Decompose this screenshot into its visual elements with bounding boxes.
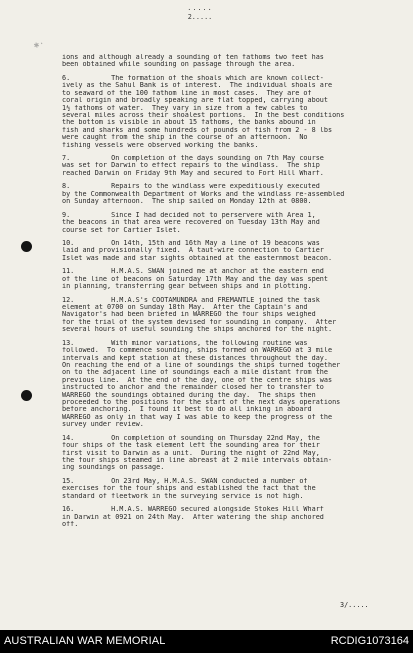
text-line: ions and although already a sounding of ten fathoms two feet has [62,54,324,61]
paragraph [62,435,398,472]
text-line: first visit to Darwin as a unit. During the night of 22nd May, [62,449,320,457]
text-line: in planning, transferring gear between ships and in plotting. [62,283,312,291]
text-line: fishing vessels were observed working the banks. [62,141,259,149]
text-line: 14. On completion of sounding on Thursday 22nd May, the [62,434,320,442]
text-line: the four ships steamed in line abreast at 2 mile intervals obtain- [62,456,333,464]
text-line: 6. The formation of the shoals which are known collect- [62,74,324,82]
paragraph [62,75,398,149]
paragraph [62,183,398,205]
text-line: On reaching the end of a line of soundings the ships turned together [62,361,341,369]
text-line: 15. On 23rd May, H.M.A.S. SWAN conducted a number of [62,477,308,485]
header-dots: ..... [187,4,213,12]
text-line: laid and provisionally fixed. A taut-wire connection to Cartier [62,247,324,255]
paragraph [62,297,398,334]
text-line: of the line of beacons on Saturday 17th May and the day was spent [62,275,328,283]
text-line: previous line. At the end of the day, one of the centre ships was [62,376,333,384]
text-line: 1½ fathoms of water. They vary in size from a few cables to [62,104,308,112]
text-line: by the Commonwealth Department of Works and the windlass re-assembled [62,190,345,198]
text-line: before anchoring. I found it best to do all inking in aboard [62,406,312,414]
text-line: ing soundings on passage. [62,464,165,472]
archive-name: AUSTRALIAN WAR MEMORIAL [4,635,166,647]
page-ref: 2..... [187,13,213,21]
paragraph [62,506,398,528]
text-line: were caught from the ship in the course of an afternoon. No [62,134,308,142]
text-line: coral origin and broadly speaking are flat topped, carrying about [62,97,328,105]
text-line: several miles across their shoalest portions. In the best conditions [62,111,345,119]
text-line: Navigator's had been briefed in WARREGO the four ships weighed [62,311,316,319]
page-header [170,4,230,22]
text-line: on to the adjacent line of soundings each a mile distant from the [62,369,328,377]
text-line: ively as the Sahul Bank is of interest. The individual shoals are [62,82,333,90]
text-line: to seaward of the 100 fathom line in most cases. They are of [62,89,312,97]
text-line: several hours of useful sounding the ships anchored for the night. [62,326,333,334]
document-body [62,54,398,534]
paragraph [62,54,398,69]
text-line: WARREGO as only in that way I was able to keep the progress of the [62,413,333,421]
archive-footer [0,630,413,653]
text-line: was set for Darwin to effect repairs to the windlass. The ship [62,162,320,170]
text-line: in Darwin at 0921 on 24th May. After watering the ship anchored [62,513,324,521]
text-line: off. [62,520,79,528]
text-line: 16. H.M.A.S. WARREGO secured alongside Stokes Hill Wharf [62,506,324,514]
text-line: 7. On completion of the days sounding on 7th May course [62,155,324,163]
text-line: Islet was made and star sights obtained at the easternmost beacon. [62,254,333,262]
text-line: instructed to anchor and the remainder closed her to transfer to [62,384,324,392]
text-line: the beacons in that area were recovered on Tuesday 13th May and [62,219,320,227]
punch-hole-icon [21,390,32,401]
text-line: 9. Since I had decided not to perservere with Area 1, [62,211,316,219]
paragraph [62,268,398,290]
paragraph [62,478,398,500]
paragraph [62,155,398,177]
text-line: been obtained while sounding on passage through the area. [62,61,296,69]
text-line: reached Darwin on Friday 9th May and secured to Fort Hill Wharf. [62,169,324,177]
text-line: WARREGO the soundings obtained during the day. The ships then [62,391,316,399]
text-line: survey under review. [62,421,144,429]
text-line: exercises for the four ships and established the fact that the [62,485,316,493]
continuation-marker: 3/..... [340,601,369,609]
ink-smudge-icon: ✱· [32,39,46,52]
text-line: for the trial of the system devised for sounding in company. After [62,318,337,326]
text-line: on Sunday afternoon. The ship sailed on Monday 12th at 0800. [62,198,312,206]
punch-hole-icon [21,241,32,252]
text-line: standard of fleetwork in the surveying service is not high. [62,492,304,500]
text-line: intervals and kept station at these distances throughout the day. [62,354,328,362]
text-line: fish and sharks and some hundreds of pounds of fish from 2 - 8 lbs [62,126,333,134]
paragraph [62,340,398,429]
text-line: 13. With minor variations, the following routine was [62,339,308,347]
paragraph [62,240,398,262]
record-id: RCDIG1073164 [330,635,409,647]
text-line: 11. H.M.A.S. SWAN joined me at anchor at the eastern end [62,268,324,276]
text-line: the bottom is visible in about 15 fathoms, the banks abound in [62,119,316,127]
text-line: four ships of the task element left the sounding area for their [62,442,320,450]
text-line: element at 0700 on Sunday 18th May. After the Captain's and [62,304,308,312]
paragraph [62,212,398,234]
text-line: 8. Repairs to the windlass were expeditiously executed [62,183,320,191]
text-line: followed. To commence sounding, ships formed on WARREGO at 3 mile [62,347,333,355]
text-line: course set for Cartier Islet. [62,226,181,234]
text-line: 12. H.M.A.S's COOTAMUNDRA and FREMANTLE joined the task [62,296,320,304]
text-line: proceeded to the positions for the start of the next days operations [62,399,341,406]
text-line: 10. On 14th, 15th and 16th May a line of 19 beacons was [62,240,320,247]
